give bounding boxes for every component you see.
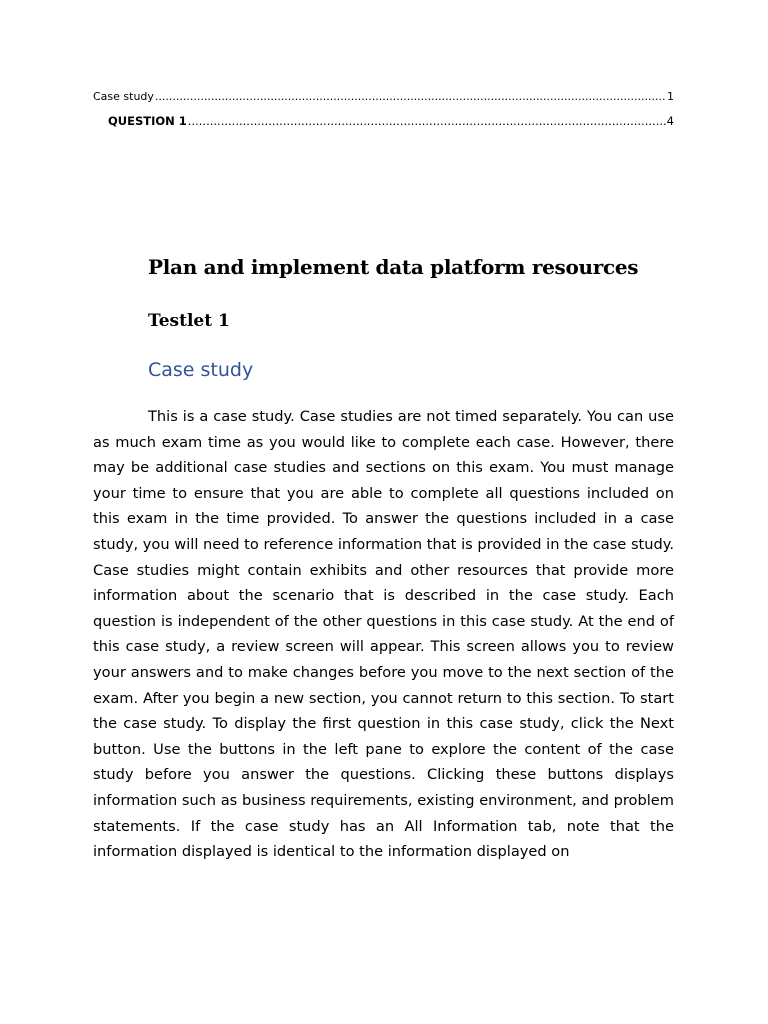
testlet-heading: Testlet 1 [148, 311, 230, 331]
document-title: Plan and implement data platform resources [148, 255, 639, 279]
case-study-paragraph: This is a case study. Case studies are not timed separately. You can use as much exam time as you would like to complete each case. However, there may be additional case studies and sections on this exam. You must manage your time to ensure that you are able to complete all questions included on this exam in the time provided. To answer the questions included in a case study, you will need to reference information that is provided in the case study. Case studies might contain exhibits and other resources that provide more information about the scenario that is described in the case study. Each question is independent of the other questions in this case study. At the end of this case study, a review screen will appear. This screen allows you to review your answers and to make changes before you move to the next section of the exam. After you begin a new section, you cannot return to this section. To start the case study. To display the first question in this case study, click the Next button. Use the buttons in the left pane to explore the content of the case study before you answer the questions. Clicking these buttons displays information such as business requirements, existing environment, and problem statements. If the case study has an All Information tab, note that the information displayed is identical to the information displayed on [93, 408, 674, 861]
toc-entry-question-1[interactable] [93, 112, 674, 130]
toc-entry-label: QUESTION 1 [108, 114, 187, 128]
table-of-contents [93, 88, 674, 130]
toc-entry-label: Case study [93, 90, 154, 103]
toc-leader-dots [155, 88, 666, 106]
toc-page-number: 4 [666, 114, 674, 128]
toc-leader-dots [188, 112, 666, 130]
case-study-heading: Case study [148, 359, 254, 381]
toc-page-number: 1 [667, 90, 674, 103]
toc-entry-case-study[interactable] [93, 88, 674, 106]
